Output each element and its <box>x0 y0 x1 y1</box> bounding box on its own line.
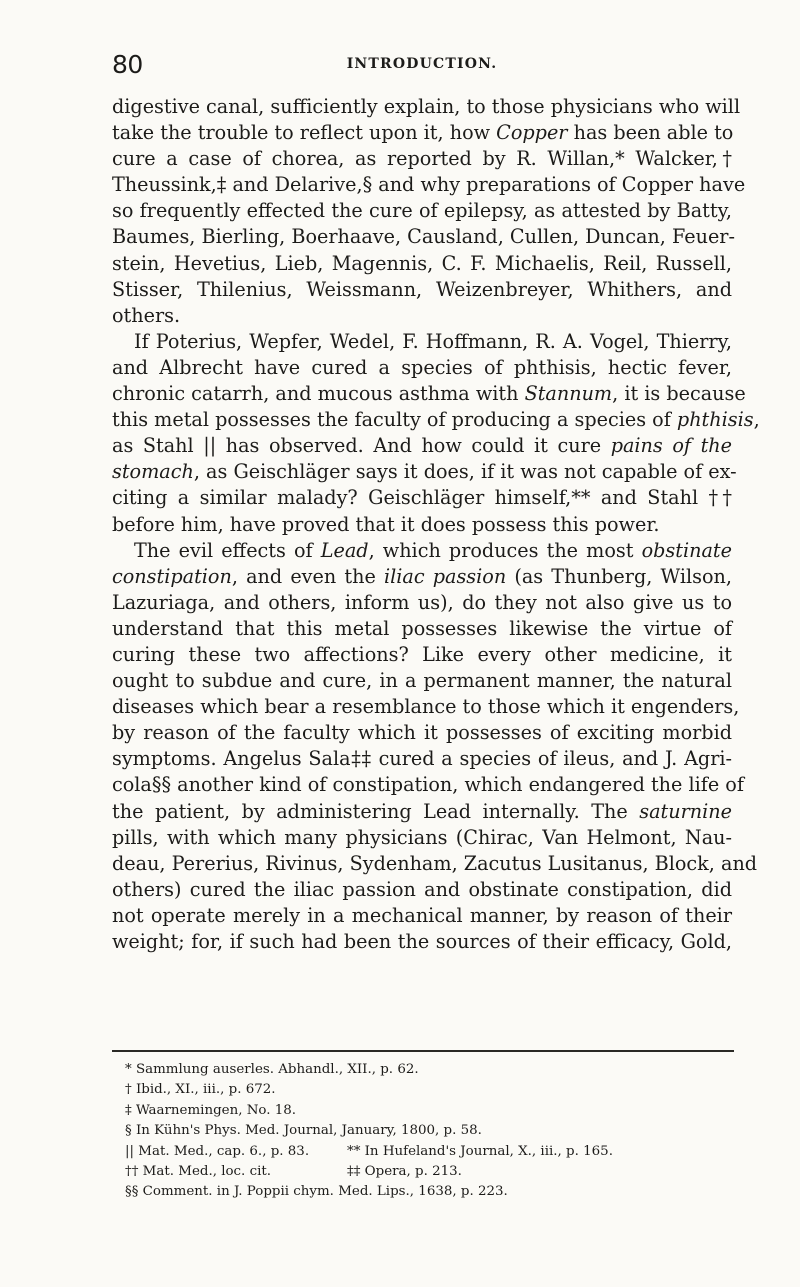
footnote: § In Kühn's Phys. Med. Journal, January, 1800, p. 58. <box>125 1123 482 1139</box>
text-line: understand that this metal possesses likewise the virtue of <box>112 616 732 640</box>
text-line: Stisser, Thilenius, Weissmann, Weizenbreyer, Whithers, and <box>112 277 732 301</box>
text-line: take the trouble to reflect upon it, how Copper has been able to <box>112 121 734 145</box>
emphasis: Lead <box>320 538 369 562</box>
text-line: deau, Pererius, Rivinus, Sydenham, Zacutus Lusitanus, Block, and <box>112 851 758 875</box>
footnote: §§ Comment. in J. Poppii chym. Med. Lips., 1638, p. 223. <box>125 1184 508 1200</box>
text-line: the patient, by administering Lead internally. The saturnine <box>112 799 732 823</box>
footnote-row <box>125 1142 735 1162</box>
text-line: and Albrecht have cured a species of phthisis, hectic fever, <box>112 355 732 379</box>
footnote: † Ibid., XI., iii., p. 672. <box>125 1082 276 1098</box>
footnote: ** In Hufeland's Journal, X., iii., p. 165. <box>347 1143 613 1159</box>
text-line: If Poterius, Wepfer, Wedel, F. Hoffmann, R. A. Vogel, Thierry, <box>134 329 732 353</box>
text-line: chronic catarrh, and mucous asthma with Stannum, it is because <box>112 382 746 406</box>
footnote: ‡ Waarnemingen, No. 18. <box>125 1102 297 1118</box>
text-line: others) cured the iliac passion and obstinate constipation, did <box>112 877 732 901</box>
paragraph-1 <box>112 94 746 329</box>
text-line: others. <box>112 303 181 327</box>
paragraph-3 <box>112 538 758 956</box>
text-line: before him, have proved that it does possess this power. <box>112 512 660 536</box>
text-line: weight; for, if such had been the sources of their efficacy, Gold, <box>112 930 732 953</box>
emphasis: phthisis <box>676 408 754 432</box>
emphasis: constipation <box>112 564 232 588</box>
text-line: symptoms. Angelus Sala‡‡ cured a species of ileus, and J. Agri- <box>112 747 732 771</box>
text-line: stomach, as Geischläger says it does, if it was not capable of ex- <box>112 460 737 484</box>
footnote-row <box>125 1162 735 1182</box>
body-text <box>112 94 760 955</box>
emphasis: Stannum <box>524 382 613 406</box>
emphasis: pains of the <box>610 434 732 458</box>
text-line: ought to subdue and cure, in a permanent manner, the natural <box>112 669 732 693</box>
emphasis: stomach <box>112 460 194 484</box>
emphasis: iliac passion <box>383 564 507 588</box>
text-line: as Stahl || has observed. And how could it cure pains of the <box>112 434 732 458</box>
text-line: by reason of the faculty which it possesses of exciting morbid <box>112 721 732 745</box>
text-line: Lazuriaga, and others, inform us), do they not also give us to <box>112 590 732 614</box>
footnote: ‡‡ Opera, p. 213. <box>347 1164 462 1180</box>
footnote: || Mat. Med., cap. 6., p. 83. <box>125 1143 310 1159</box>
text-line: stein, Hevetius, Lieb, Magennis, C. F. Michaelis, Reil, Russell, <box>112 251 732 275</box>
text-line: diseases which bear a resemblance to those which it engenders, <box>112 695 740 719</box>
emphasis: saturnine <box>639 799 732 823</box>
text-line: so frequently effected the cure of epilepsy, as attested by Batty, <box>112 199 732 223</box>
text-line: Theussink,‡ and Delarive,§ and why preparations of Copper have <box>112 173 746 197</box>
text-line: citing a similar malady? Geischläger himself,** and Stahl †† <box>112 486 732 510</box>
running-head <box>112 50 732 80</box>
emphasis: Copper <box>496 121 568 145</box>
paragraph-2 <box>112 329 760 538</box>
emphasis: obstinate <box>641 538 732 562</box>
text-line: constipation, and even the iliac passion (as Thunberg, Wilson, <box>112 564 732 588</box>
text-line: cure a case of chorea, as reported by R. Willan,* Walcker,† <box>112 147 732 171</box>
text-line: curing these two affections? Like every other medicine, it <box>112 642 732 666</box>
text-line: pills, with which many physicians (Chirac, Van Helmont, Nau- <box>112 825 732 849</box>
text-line: not operate merely in a mechanical manner, by reason of their <box>112 903 732 927</box>
running-title: INTRODUCTION. <box>346 56 498 72</box>
page-number: 80 <box>112 50 143 79</box>
footnote: †† Mat. Med., loc. cit. <box>125 1164 271 1180</box>
footnote: * Sammlung auserles. Abhandl., XII., p. 62. <box>125 1062 419 1077</box>
text-line: this metal possesses the faculty of producing a species of phthisis, <box>112 408 760 432</box>
text-line: digestive canal, sufficiently explain, to those physicians who will <box>112 95 741 118</box>
text-line: cola§§ another kind of constipation, which endangered the life of <box>112 773 744 797</box>
footnotes <box>125 1060 735 1203</box>
footnote-divider <box>112 1050 734 1052</box>
text-line: Baumes, Bierling, Boerhaave, Causland, Cullen, Duncan, Feuer- <box>112 225 735 249</box>
text-line: The evil effects of Lead, which produces the most obstinate <box>134 538 732 562</box>
